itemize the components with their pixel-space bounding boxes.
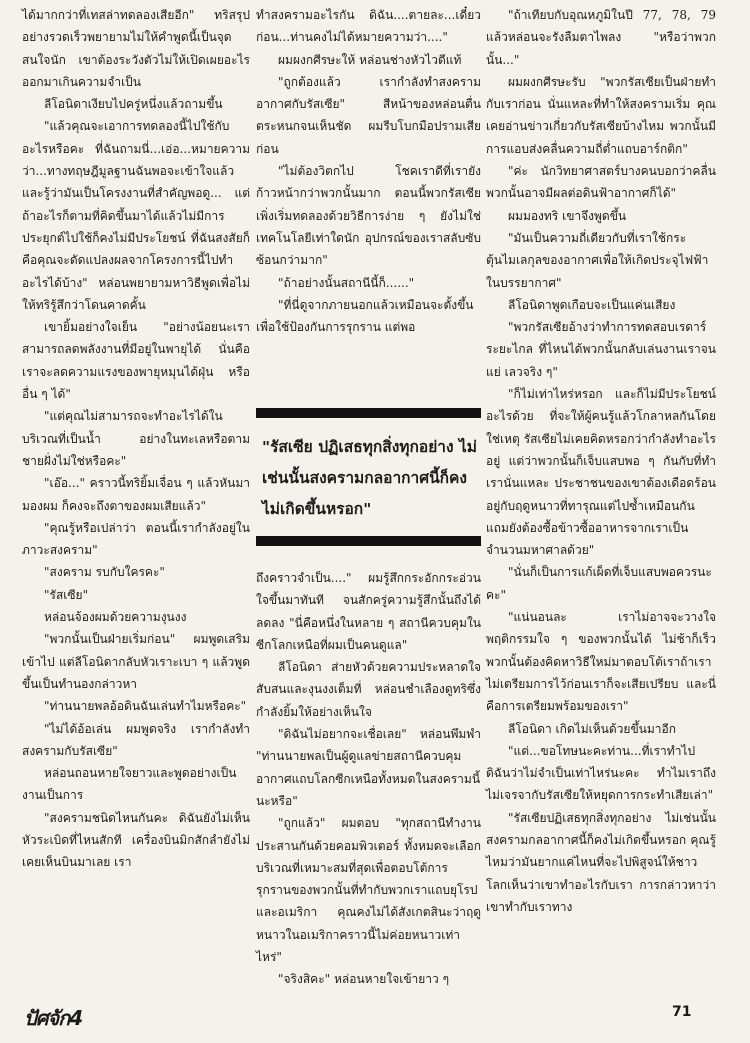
article-column-1 [22, 4, 250, 874]
paragraph: "ท่านนายพลอ้อดินฉันเล่นทำไมหรือคะ" [44, 699, 247, 714]
paragraph: "แล้วคุณจะเอาการทดลองนี้ไปใช้กับอะไรหรือคะ ที่ฉันถามนี่...เอ่อ...หมายความว่า...ทางทฤษฎีมูลฐานฉันพอจะเข้าใจแล้ว และรู้ว่ามันเป็นโครงงานที่สำคัญพอดู... แต่ถ้าอะไรก็ตามที่คิดขึ้นมาได้แล้วไม่มีการประยุกต์ไปใช้ก็คงไม่มีประโยชน์ ที่ฉันสงสัยก็คือคุณจะดัดแปลงผลจากโครงการนี้ไปทำอะไรได้บ้าง" หล่อนพยายามหาวิธีพูดเพื่อไม่ให้ทริรู้สึกว่าโดนคาดคั้น [22, 119, 250, 312]
page-footer [0, 1000, 750, 1040]
paragraph: "สงคราม รบกับใครคะ" [44, 565, 165, 580]
paragraph: ผมมองทริ เขาจึงพูดขึ้น [508, 208, 627, 223]
paragraph: "แต่คุณไม่สามารถจะทำอะไรได้ในบริเวณที่เป็นน้ำ อย่างในทะเลหรือตามชายฝั่งไม่ใช่หรือคะ" [22, 409, 250, 468]
paragraph: ลีโอนิดาเงียบไปครู่หนึ่งแล้วถามขึ้น [44, 97, 223, 112]
paragraph: ได้มากกว่าที่เทสล่าทดลองเสียอีก" ทริสรุปอย่างรวดเร็วพยายามไม่ให้คำพูดนี้เป็นจุดสนใจนัก เขาต้องระวังตัวไม่ให้เปิดเผยอะไรออกมาเกินความจำเป็น [22, 8, 250, 89]
article-column-2-bottom [256, 567, 481, 991]
paragraph: ลีโอนิดาพูดเกือบจะเป็นแค่นเสียง [508, 297, 676, 312]
paragraph: "แน่นอนละ เราไม่อาจจะวางใจพฤติกรรมใจ ๆ ของพวกนั้นได้ ไม่ช้าก็เร็ว พวกนั้นต้องคิดหาวิธีใหม่มาตอบโต้เราถ้าเราไม่เตรียมการไว้ก่อนเราก็จะเสียเปรียบ และนี่คือการเตรียมพร้อมของเรา" [486, 610, 716, 714]
paragraph: "พวกนั้นเป็นฝ่ายเริ่มก่อน" ผมพูดเสริมเข้าไป แต่ลีโอนิดากลับหัวเราะเบา ๆ แล้วพูดขึ้นเป็นทำนองกล่าวหา [22, 632, 250, 691]
paragraph: ถึงคราวจำเป็น...." ผมรู้สึกกระอักกระอ่วนใจขึ้นมาทันที จนสักครู่ความรู้สึกนั้นถึงได้ลดลง "นี่คือหนึ่งในหลาย ๆ สถานีควบคุมในซีกโลกเหนือที่ผมเป็นคนดูแล" [256, 571, 481, 652]
paragraph: "รัสเซีย" [44, 587, 89, 602]
paragraph: เขายิ้มอย่างใจเย็น "อย่างน้อยนะเราสามารถลดพลังงานที่มีอยู่ในพายุได้ นั่นคือเราจะลดความแรงของพายุหมุนได้ฝุ่น หรืออื่น ๆ ได้" [22, 320, 250, 402]
paragraph: "ที่นี่ดูจากภายนอกแล้วเหมือนจะตั้งขึ้นเพื่อใช้ป้องกันการรุกราน แต่พอ [256, 297, 474, 335]
paragraph: "จริงสิคะ" หล่อนหายใจเข้ายาว ๆ [278, 972, 450, 987]
paragraph: "มันเป็นความถี่เดียวกับที่เราใช้กระตุ้นไมเลกุลของอากาศเพื่อให้เกิดประจุไฟฟ้าในบรรยากาศ" [486, 230, 709, 290]
paragraph: "ถ้าอย่างนั้นสถานีนี้ก็......" [278, 275, 415, 290]
paragraph: ทำสงครามอะไรกัน ดิฉัน....ตายละ...เดี๋ยวก่อน...ท่านคงไม่ได้หมายความว่า...." [256, 8, 481, 45]
paragraph: "พวกรัสเซียอ้างว่าทำการทดสอบเรดาร์ระยะไกล ที่ไหนได้พวกนั้นกลับเล่นงานเราจนแย่ เลวจริง ๆ" [486, 320, 716, 379]
paragraph: หล่อนถอนหายใจยาวและพูดอย่างเป็นงานเป็นการ [22, 766, 237, 803]
pull-quote-top-rule [256, 408, 481, 418]
paragraph: "นั่นก็เป็นการแก้เผ็ดที่เจ็บแสบพอควรนะคะ" [486, 565, 712, 602]
paragraph: "ไม่ได้อ้อเล่น ผมพูดจริง เรากำลังทำสงครามกับรัสเซีย" [22, 721, 250, 758]
paragraph: "สงครามชนิดไหนกันคะ ดิฉันยังไม่เห็นหัวระเบิดที่ไหนสักที เครื่องบินมิกสักลำยังไม่เคยเห็นบินมาเลย เรา [22, 810, 250, 870]
page-number: 71 [672, 1004, 692, 1020]
article-column-3 [486, 4, 716, 918]
paragraph: ลีโอนิดา ส่ายหัวด้วยความประหลาดใจ สับสนและงุนงงเต็มที่ หล่อนชำเลืองดูทริซึ่งกำลังยิ้มให้อย่างเห็นใจ [256, 660, 481, 719]
pull-quote: "รัสเซีย ปฏิเสธทุกสิ่งทุกอย่าง ไม่เช่นนั้นสงครามกลอากาศนี้ก็คงไม่เกิดขึ้นหรอก" [262, 438, 477, 518]
paragraph: "ก็ไม่เท่าไหร่หรอก และก็ไม่มีประโยชน์อะไรด้วย ที่จะให้ผู้คนรู้แล้วโกลาหลกันโดยใช่เหตุ รัสเซียไม่เคยคิดหรอกว่ากำลังทำอะไรอยู่ แต่ว่าพวกนั้นก็เจ็บแสบพอ ๆ กันกับที่ทำเรานั่นแหละ ประชาชนของเขาต้องเดือดร้อนอยู่กับฤดูหนาวที่ทารุณแต่ไปซ้ำเหมือนกัน แถมยังต้องซื้อข้าวซื้ออาหารจากเราเป็นจำนวนมหาศาลด้วย" [486, 387, 716, 558]
article-column-2-top [256, 4, 481, 338]
paragraph: "เอ๊อ..." คราวนี้ทริยิ้มเจื่อน ๆ แล้วหันมามองผม ก็คงจะถึงตาของผมเสียแล้ว" [22, 476, 250, 513]
paragraph: "ถูกต้องแล้ว เรากำลังทำสงครามอากาศกับรัสเซีย" สีหน้าของหล่อนตื่นตระหนกจนเห็นชัด ผมรีบโบกมือปรามเสียก่อน [256, 74, 481, 156]
paragraph: "ไม่ต้องวิตกไป โชคเราดีที่เรายังก้าวหน้ากว่าพวกนั้นมาก ตอนนี้พวกรัสเซียเพิ่งเริ่มทดลองด้วยวิธีการง่าย ๆ ยังไม่ใช่เทคโนโลยีเท่าใดนัก อุปกรณ์ของเราสลับซับซ้อนกว่ามาก" [256, 164, 481, 268]
pull-quote-box [256, 408, 481, 554]
paragraph: "แต่...ขอโทษนะคะท่าน...ที่เราทำไป ดิฉันว่าไม่จำเป็นเท่าไหร่นะคะ ทำไมเราถึงไม่เจรจากับรัสเซียให้หยุดการกระทำเสียเล่า" [486, 743, 716, 803]
magazine-logo: ปัศจัก4 [24, 1006, 83, 1030]
paragraph: "ถูกแล้ว" ผมตอบ "ทุกสถานีทำงานประสานกันด้วยคอมพิวเตอร์ ทั้งหมดจะเลือกบริเวณที่เหมาะสมที่สุดเพื่อตอบโต้การรุกรานของพวกนั้นที่ทำกับพวกเราแถบยุโรปและอเมริกา คุณคงไม่ได้สังเกตสินะว่าฤดูหนาวในอเมริกาคราวนี้ไม่ค่อยหนาวเท่าไหร่" [256, 816, 481, 965]
paragraph: "ค่ะ นักวิทยาศาสตร์บางคนบอกว่าคลื่นพวกนั้นอาจมีผลต่อดินฟ้าอากาศก็ได้" [486, 164, 716, 201]
paragraph: "ดิฉันไม่อยากจะเชื่อเลย" หล่อนพึมพำ "ท่านนายพลเป็นผู้ดูแลข่ายสถานีควบคุมอากาศแถบโลกซีกเหนือทั้งหมดในสงครามนี้นะหรือ" [256, 727, 481, 808]
paragraph: "คุณรู้หรือเปล่าว่า ตอนนี้เรากำลังอยู่ในภาวะสงคราม" [22, 520, 250, 558]
paragraph: ผมผงกศีรษะรับ "พวกรัสเซียเป็นฝ่ายทำกับเราก่อน นั่นแหละที่ทำให้สงครามเริ่ม คุณเคยอ่านข่าวเกี่ยวกับรัสเซียบ้างไหม พวกนั้นมีการแอบส่งคลื่นความถี่ต่ำแถบอาร์กติก" [486, 74, 716, 156]
paragraph: หล่อนจ้องผมด้วยความงุนงง [44, 610, 187, 625]
paragraph: ผมผงกศีรษะให้ หล่อนช่างหัวไวดีแท้ [278, 52, 462, 67]
pull-quote-bottom-rule [256, 536, 481, 546]
paragraph: ลีโอนิดา เกิดไม่เห็นด้วยขึ้นมาอีก [508, 721, 676, 736]
paragraph: "รัสเซียปฏิเสธทุกสิ่งทุกอย่าง ไม่เช่นนั้นสงครามกลอากาศนี้ก็คงไม่เกิดขึ้นหรอก คุณรู้ไหมว่ามันยากแค่ไหนที่จะไปพิสูจน์ให้ชาวโลกเห็นว่าเขาทำอะไรกับเรา การกล่าวหาว่าเขาทำกับเราทาง [486, 810, 716, 914]
paragraph: "ถ้าเทียบกับอุณหภูมิในปี 77, 78, 79 แล้วหล่อนจะรังลืมตาไพลง "หรือว่าพวกนั้น..." [486, 8, 716, 67]
